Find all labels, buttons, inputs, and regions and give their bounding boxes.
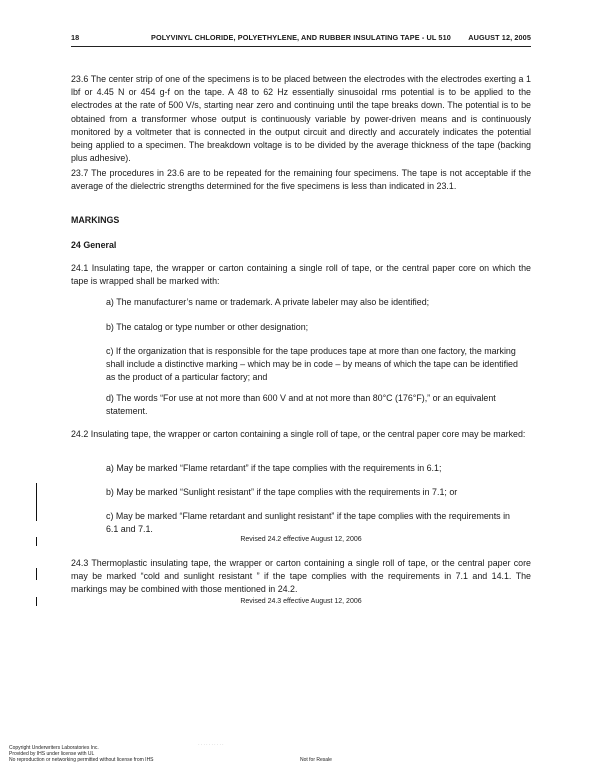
revision-bar	[36, 597, 37, 606]
footer-line: Provided by IHS under license with UL	[9, 751, 95, 758]
list-item-24-1-b: b) The catalog or type number or other designation;	[106, 322, 309, 332]
list-item-24-1-c: c) If the organization that is responsible for the tape produces tape at more than one factory, the marking shall include a distinctive marking – which may be in code – by means of which the tape can be identified as the product of a particular factory; and	[106, 346, 518, 383]
revision-bar	[36, 537, 37, 546]
list-item-24-2-b: b) May be marked “Sunlight resistant” if the tape complies with the requirements in 7.1; or	[106, 487, 458, 497]
paragraph-24-3: 24.3 Thermoplastic insulating tape, the wrapper or carton containing a single roll of tape, or the central paper core may be marked “cold and sunlight resistant ” if the tape complies with the requirements in 7.1 and 14.1. The markings may be combined with those mentioned in 24.2.	[71, 558, 531, 595]
document-title: POLYVINYL CHLORIDE, POLYETHYLENE, AND RUBBER INSULATING TAPE - UL 510	[151, 33, 451, 42]
resale-notice: Not for Resale	[300, 757, 332, 763]
paragraph-23-7: 23.7 The procedures in 23.6 are to be repeated for the remaining four specimens. The tape is not acceptable if the average of the dielectric strengths determined for the five specimens is less than indicated in 23.1.	[71, 168, 531, 192]
footer-line: No reproduction or networking permitted without license from IHS	[9, 757, 154, 764]
page-header	[71, 33, 531, 45]
revision-bar	[36, 568, 37, 580]
revision-note-24-3: Revised 24.3 effective August 12, 2006	[240, 598, 362, 605]
footer-line: Copyright Underwriters Laboratories Inc.	[9, 745, 99, 751]
paragraph-24-1: 24.1 Insulating tape, the wrapper or carton containing a single roll of tape, or the central paper core on which the tape is wrapped shall be marked with:	[71, 263, 531, 287]
paragraph-24-2: 24.2 Insulating tape, the wrapper or carton containing a single roll of tape, or the central paper core may be marked:	[71, 429, 526, 439]
section-heading-markings: MARKINGS	[71, 215, 120, 225]
list-item-24-1-d: d) The words “For use at not more than 600 V and at not more than 80°C (176°F),” or an equivalent statement.	[106, 393, 496, 417]
copyright-footer	[9, 745, 154, 764]
paragraph-23-6: 23.6 The center strip of one of the specimens is to be placed between the electrodes with the electrodes exerting a 1 lbf or 4.45 N or 454 g-f on the tape. A 48 to 62 Hz essentially sinusoidal rms potential is to be applied to the electrodes at the rate of 500 V/s, starting near zero and continuing until the tape breaks down. The potential is to be obtained from a transformer whose output is continuously variable by power-driven means and is continuously monitored by a voltmeter that is connected in the output circuit and directly and accurately indicates the potential being applied to a specimen. The breakdown voltage is to be divided by the average thickness of the tape (backing plus adhesive).	[71, 74, 531, 164]
revision-bar	[36, 483, 37, 521]
document-date: AUGUST 12, 2005	[468, 33, 531, 42]
list-item-24-2-c: c) May be marked “Flame retardant and sunlight resistant” if the tape complies with the requirements in 6.1 and 7.1.	[106, 511, 510, 535]
section-heading-24: 24 General	[71, 240, 117, 250]
revision-note-24-2: Revised 24.2 effective August 12, 2006	[240, 536, 362, 543]
list-item-24-2-a: a) May be marked “Flame retardant” if the tape complies with the requirements in 6.1;	[106, 463, 442, 473]
faint-stamp: ··········	[198, 742, 225, 748]
header-rule	[71, 46, 531, 47]
page-number: 18	[71, 33, 80, 42]
list-item-24-1-a: a) The manufacturer’s name or trademark. A private labeler may also be identified;	[106, 297, 430, 307]
